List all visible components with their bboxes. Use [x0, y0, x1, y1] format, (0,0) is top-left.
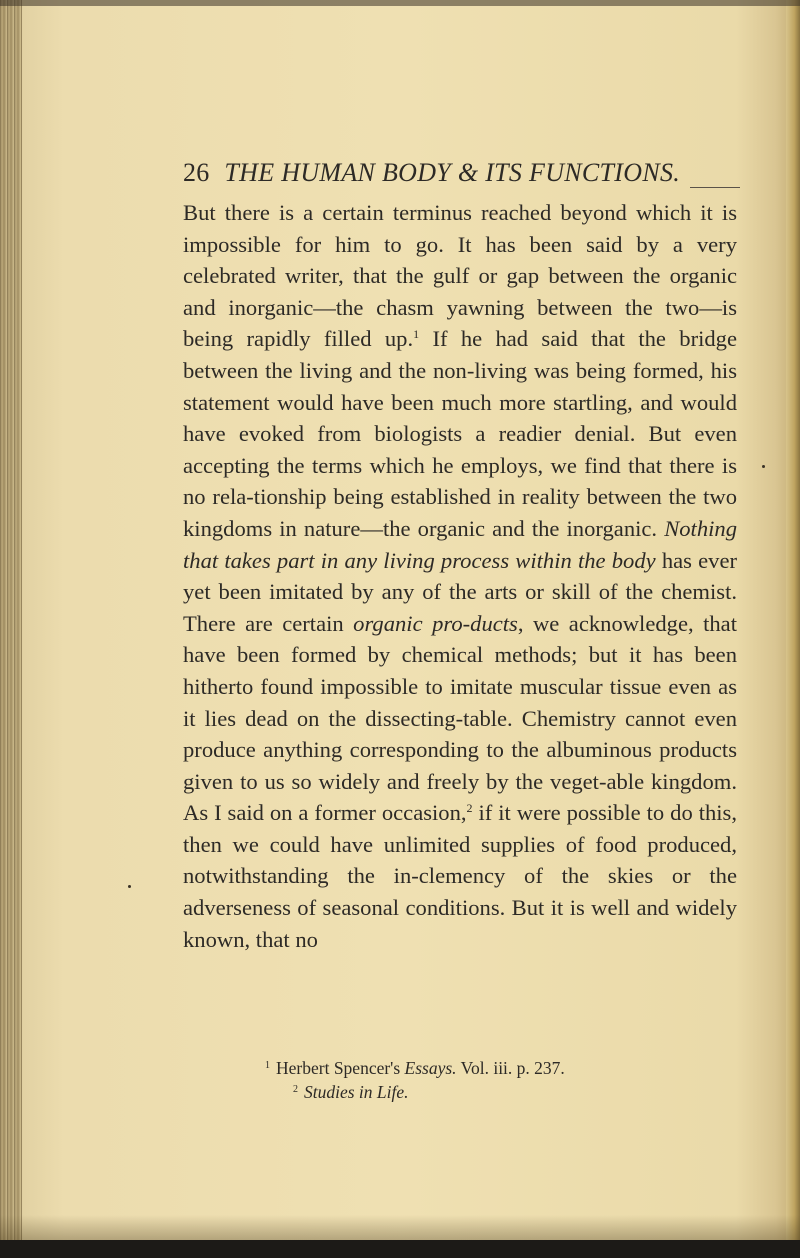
page-edge — [786, 0, 800, 1258]
text-run: if it were possible to do this, then we could have unlimited supplies of food produced, notwithstanding the in-clemency of the skies or the adverseness of seasonal conditions. But it is well and widely known, that no — [183, 800, 737, 952]
italic-run: organic pro-ducts — [353, 610, 518, 636]
text-run: has ever yet been imitated by any of the arts or skill of the chemist. There are certain — [183, 547, 737, 636]
footnote — [265, 1079, 735, 1103]
page-bottom-edge — [0, 1240, 800, 1258]
page-number: 26 — [183, 158, 210, 187]
text-run: If he had said that the bridge between the living and the non-living was being formed, his statement would have been much more startling, and would have evoked from biologists a readier denial. But even accepting the terms which he employs, we find that there is no rela-tionship being established in reality between the two kingdoms in nature—the organic and the inorganic. — [183, 326, 737, 541]
footnote-mark: 1 — [265, 1060, 270, 1071]
running-title: THE HUMAN BODY & ITS FUNCTIONS. — [224, 158, 681, 187]
text-run: , we acknowledge, that have been formed by chemical methods; but it has been hitherto found impossible to imitate muscular tissue even as it lies dead on the dissecting-table. Chemistry cannot even produce anything corresponding to the albuminous products given to us so widely and freely by the veget-able kingdom. As I said on a former occasion, — [183, 610, 737, 826]
paper-speck — [128, 885, 131, 888]
footnote-mark: 2 — [293, 1084, 298, 1095]
footnote-text: Vol. iii. p. 237. — [456, 1058, 565, 1078]
top-edge — [0, 0, 800, 6]
footnote-italic: Essays. — [404, 1058, 457, 1078]
footnote-ref: 1 — [413, 327, 420, 342]
italic-run: Nothing that takes part in any living process within the body — [183, 515, 737, 573]
paper-speck — [762, 465, 765, 468]
text-run: But there is a certain terminus reached beyond which it is impossible for him to go. It has been said by a very celebrated writer, that the gulf or gap between the organic and inorganic—the chasm yawning between the two—is being rapidly filled up. — [183, 200, 737, 352]
footnotes — [265, 1055, 735, 1103]
book-spine-shadow — [0, 0, 22, 1258]
paragraph — [183, 197, 737, 955]
footnote-text: Herbert Spencer's — [276, 1058, 405, 1078]
footnote — [265, 1055, 735, 1079]
body-text — [183, 197, 737, 955]
footnote-ref: 2 — [466, 801, 473, 816]
header-rule — [690, 187, 740, 188]
running-header — [183, 158, 703, 188]
page-bottom-shadow — [0, 1215, 800, 1240]
footnote-italic: Studies in Life. — [304, 1082, 409, 1102]
